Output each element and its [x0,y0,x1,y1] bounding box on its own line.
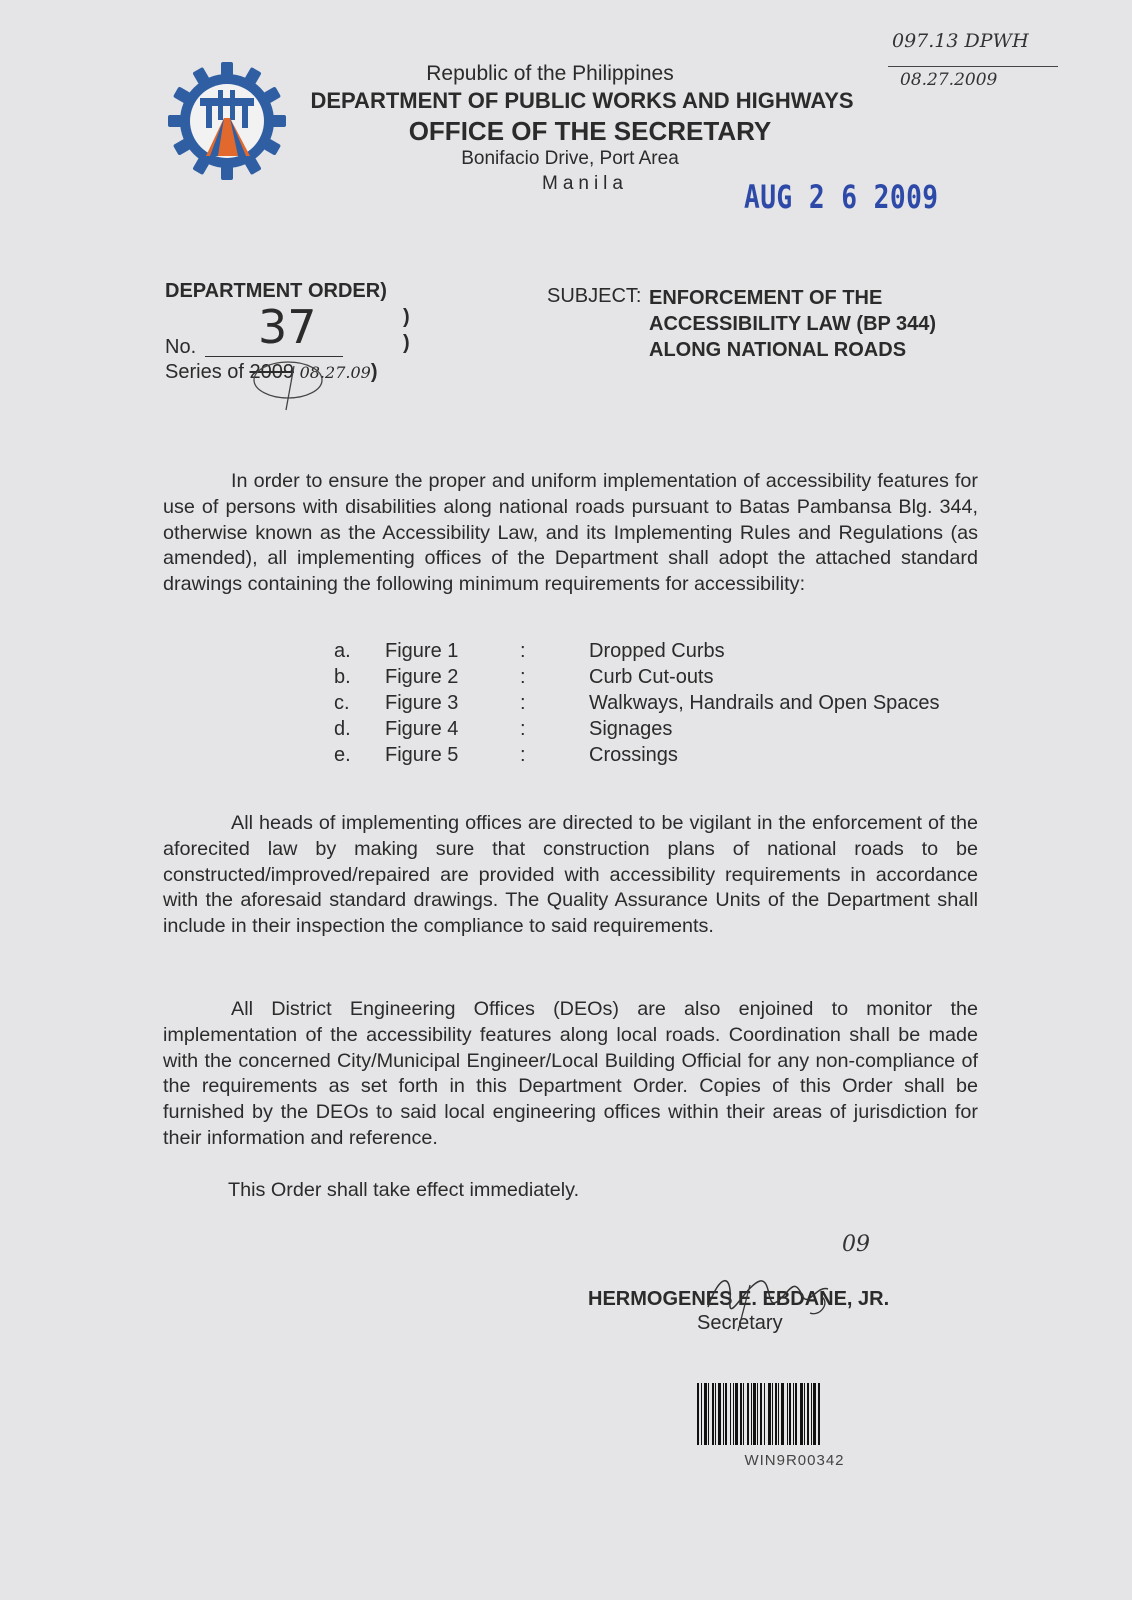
department-order-text: DEPARTMENT ORDER [165,280,381,302]
signature-handwritten-date: 09 [842,1232,870,1257]
figure-colon: : [520,640,526,662]
signer-title: Secretary [697,1312,783,1334]
office-heading: OFFICE OF THE SECRETARY [408,116,772,146]
subject-label: SUBJECT: [547,285,642,307]
body-paragraph-1 [163,469,978,598]
figure-description: Curb Cut-outs [589,666,714,688]
republic-heading: Republic of the Philippines [426,62,674,85]
series-handwritten: 08.27.09 [299,363,371,382]
body-paragraph-3 [163,997,978,1152]
paren: ) [403,306,410,328]
figure-item [0,692,1132,718]
body-paragraph-1-text: In order to ensure the proper and uniform implementation of accessibility features for use of persons with disabilities along national roads pursuant to Batas Pambansa Blg. 344, otherwise known as the Accessibility Law, and its Implementing Rules and Regulations (as amended), all implementing offices of the Department shall adopt the attached standard drawings containing the following minimum requirements for accessibility: [163,470,978,596]
figure-description: Signages [589,718,673,740]
handwritten-signature [690,1255,880,1335]
figure-item [0,640,1132,666]
body-paragraph-4: This Order shall take effect immediately. [228,1179,580,1201]
subject-line-2: ACCESSIBILITY LAW (BP 344) [649,313,937,335]
city: Manila [542,173,628,194]
figure-number: Figure 1 [385,640,459,662]
handwritten-reference: 097.13 DPWH [892,30,1029,52]
figure-description: Dropped Curbs [589,640,725,662]
body-paragraph-2 [163,811,978,940]
figure-letter: b. [334,666,351,688]
subject-line-1: ENFORCEMENT OF THE [649,287,883,309]
handwritten-circle-mark [250,358,340,414]
order-number: 37 [258,300,317,354]
figure-colon: : [520,666,526,688]
series-year: 2009 [249,361,294,383]
paren: ) [380,280,387,302]
figure-letter: d. [334,718,351,740]
body-paragraph-2-text: All heads of implementing offices are directed to be vigilant in the enforcement of the aforecited law by making sure that construction plans of national roads to be constructed/improved/repaired are provided with accessibility requirements in accordance with the aforesaid standard drawings. The Quality Assurance Units of the Department shall include in their inspection the compliance to said requirements. [163,812,978,938]
figure-description: Crossings [589,744,678,766]
handwritten-underline [888,66,1058,67]
figure-description: Walkways, Handrails and Open Spaces [589,692,940,714]
dpwh-gear-emblem-icon [166,60,288,182]
address: Bonifacio Drive, Port Area [461,148,679,169]
dpwh-logo [166,60,288,182]
signer-name: HERMOGENES E. EBDANE, JR. [588,1288,890,1310]
order-number-line [205,356,343,357]
paren: ) [403,332,410,354]
figure-item [0,744,1132,770]
figure-letter: c. [334,692,350,714]
figure-number: Figure 2 [385,666,459,688]
figure-letter: a. [334,640,351,662]
figure-colon: : [520,744,526,766]
figure-number: Figure 4 [385,718,459,740]
date-stamp: AUG 2 6 2009 [744,178,939,216]
figure-item [0,718,1132,744]
figure-letter: e. [334,744,351,766]
body-paragraph-3-text: All District Engineering Offices (DEOs) are also enjoined to monitor the implementation of the accessibility features along local roads. Coordination shall be made with the concerned City/Municipal Engineer/Local Building Official for any non-compliance of the requirements as set forth in this Department Order. Copies of this Order shall be furnished by the DEOs to said local engineering offices within their areas of jurisdiction for their information and reference. [163,998,978,1149]
figure-item [0,666,1132,692]
order-number-label: No. [165,336,197,358]
series-label: Series of [165,361,244,383]
barcode-number: WIN9R00342 [744,1452,845,1469]
figure-number: Figure 5 [385,744,459,766]
subject-line-3: ALONG NATIONAL ROADS [649,339,907,361]
subject-text [649,285,989,363]
barcode [697,1383,892,1445]
figure-colon: : [520,692,526,714]
figure-colon: : [520,718,526,740]
paren: ) [370,361,378,383]
figure-number: Figure 3 [385,692,459,714]
handwritten-date: 08.27.2009 [900,70,998,90]
department-heading: DEPARTMENT OF PUBLIC WORKS AND HIGHWAYS [310,88,854,113]
